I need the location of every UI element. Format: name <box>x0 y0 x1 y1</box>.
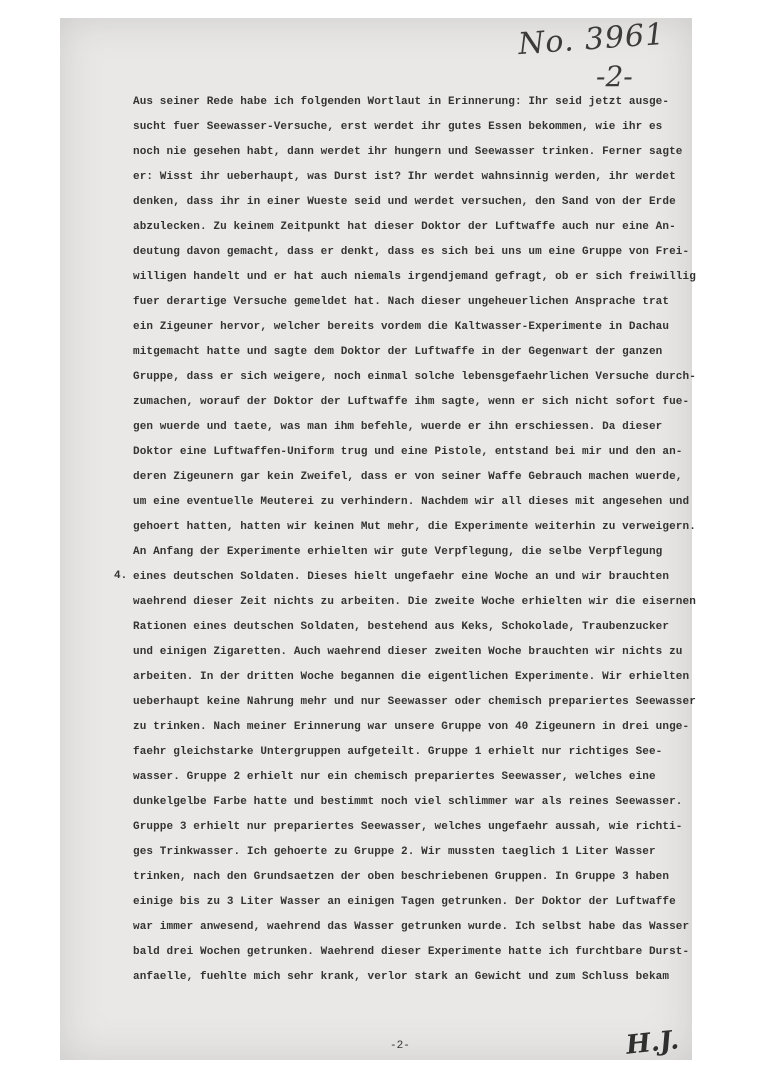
text-line: er: Wisst ihr ueberhaupt, was Durst ist? Ihr werdet wahnsinnig werden, ihr werdet <box>133 171 676 183</box>
text-line: bald drei Wochen getrunken. Waehrend dieser Experimente hatte ich furchtbare Durst- <box>133 946 690 958</box>
text-line: und einigen Zigaretten. Auch waehrend dieser zweiten Woche brauchten wir nichts zu <box>133 646 683 658</box>
text-line: zumachen, worauf der Doktor der Luftwaffe ihm sagte, wenn er sich nicht sofort fue- <box>133 396 690 408</box>
text-line: war immer anwesend, waehrend das Wasser getrunken wurde. Ich selbst habe das Wasser <box>133 921 690 933</box>
text-line: ges Trinkwasser. Ich gehoerte zu Gruppe 2. Wir mussten taeglich 1 Liter Wasser <box>133 846 656 858</box>
text-line: Rationen eines deutschen Soldaten, bestehend aus Keks, Schokolade, Traubenzucker <box>133 621 670 633</box>
text-line: gehoert hatten, hatten wir keinen Mut mehr, die Experimente weiterhin zu verweigern. <box>133 521 696 533</box>
text-line: arbeiten. In der dritten Woche begannen die eigentlichen Experimente. Wir erhielten <box>133 671 690 683</box>
text-line: faehr gleichstarke Untergruppen aufgeteilt. Gruppe 1 erhielt nur richtiges See- <box>133 746 663 758</box>
text-line: wasser. Gruppe 2 erhielt nur ein chemisch prepariertes Seewasser, welches eine <box>133 771 656 783</box>
text-line: mitgemacht hatte und sagte dem Doktor der Luftwaffe in der Gegenwart der ganzen <box>133 346 663 358</box>
text-line: um eine eventuelle Meuterei zu verhindern. Nachdem wir all dieses mit angesehen und <box>133 496 690 508</box>
text-line: einige bis zu 3 Liter Wasser an einigen Tagen getrunken. Der Doktor der Luftwaffe <box>133 896 676 908</box>
text-line: An Anfang der Experimente erhielten wir gute Verpflegung, die selbe Verpflegung <box>133 546 663 558</box>
typewritten-body <box>133 90 696 990</box>
text-line: abzulecken. Zu keinem Zeitpunkt hat dieser Doktor der Luftwaffe auch nur eine An- <box>133 221 676 233</box>
text-line: deutung davon gemacht, dass er denkt, dass es sich bei uns um eine Gruppe von Frei- <box>133 246 690 258</box>
text-line: eines deutschen Soldaten. Dieses hielt ungefaehr eine Woche an und wir brauchten <box>133 571 670 583</box>
handwritten-page-number: -2- <box>596 60 633 93</box>
typed-page-number: -2- <box>390 1040 410 1052</box>
paragraph-number: 4. <box>114 570 128 582</box>
text-line: ueberhaupt keine Nahrung mehr und nur Seewasser oder chemisch prepariertes Seewasser <box>133 696 696 708</box>
text-line: Doktor eine Luftwaffen-Uniform trug und eine Pistole, entstand bei mir und den an- <box>133 446 683 458</box>
text-line: trinken, nach den Grundsaetzen der oben beschriebenen Gruppen. In Gruppe 3 haben <box>133 871 670 883</box>
text-line: deren Zigeunern gar kein Zweifel, dass er von seiner Waffe Gebrauch machen wuerde, <box>133 471 683 483</box>
text-line: fuer derartige Versuche gemeldet hat. Nach dieser ungeheuerlichen Ansprache trat <box>133 296 670 308</box>
text-line: waehrend dieser Zeit nichts zu arbeiten. Die zweite Woche erhielten wir die eisernen <box>133 596 696 608</box>
text-line: noch nie gesehen habt, dann werdet ihr hungern und Seewasser trinken. Ferner sagte <box>133 146 683 158</box>
text-line: Gruppe 3 erhielt nur prepariertes Seewasser, welches ungefaehr aussah, wie richti- <box>133 821 683 833</box>
text-line: dunkelgelbe Farbe hatte und bestimmt noch viel schlimmer war als reines Seewasser. <box>133 796 683 808</box>
text-line: sucht fuer Seewasser-Versuche, erst werdet ihr gutes Essen bekommen, wie ihr es <box>133 121 663 133</box>
text-line: denken, dass ihr in einer Wueste seid und werdet versuchen, den Sand von der Erde <box>133 196 676 208</box>
text-line: willigen handelt und er hat auch niemals irgendjemand gefragt, ob er sich freiwillig <box>133 271 696 283</box>
handwritten-initials: H.J. <box>624 1025 681 1061</box>
handwritten-archive-number: No. 3961 <box>516 16 667 63</box>
text-line: zu trinken. Nach meiner Erinnerung war unsere Gruppe von 40 Zigeunern in drei unge- <box>133 721 690 733</box>
text-line: anfaelle, fuehlte mich sehr krank, verlor stark an Gewicht und zum Schluss bekam <box>133 971 670 983</box>
text-line: Aus seiner Rede habe ich folgenden Wortlaut in Erinnerung: Ihr seid jetzt ausge- <box>133 96 670 108</box>
text-line: gen wuerde und taete, was man ihm befehle, wuerde er ihn erschiessen. Da dieser <box>133 421 663 433</box>
text-line: ein Zigeuner hervor, welcher bereits vordem die Kaltwasser-Experimente in Dachau <box>133 321 670 333</box>
text-line: Gruppe, dass er sich weigere, noch einmal solche lebensgefaehrlichen Versuche durch- <box>133 371 696 383</box>
